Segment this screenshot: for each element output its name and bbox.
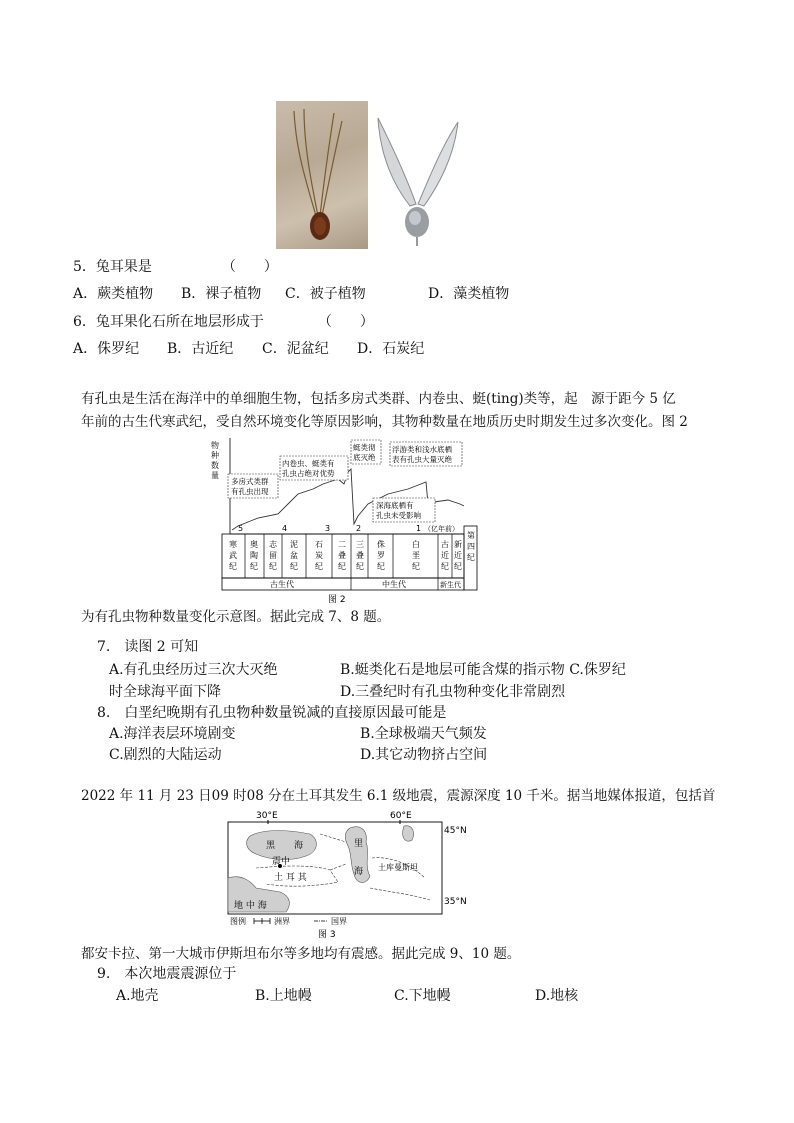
figure-caption: 图 3 <box>318 930 336 940</box>
tick-label: 3 <box>325 524 331 533</box>
ylabel-char: 物 <box>211 441 219 450</box>
tick-label: 4 <box>282 524 288 533</box>
period: 第四纪 <box>467 531 475 562</box>
option[interactable]: A.地壳 <box>116 988 159 1004</box>
period: 二叠纪 <box>338 540 346 571</box>
option[interactable]: A．蕨类植物 <box>73 286 154 302</box>
q9-stem: 9. 本次地震震源位于 <box>97 966 237 982</box>
legend-title: 图例 <box>230 917 246 926</box>
option[interactable]: B.上地幔 <box>255 988 312 1004</box>
annotation: 孔虫未受影响 <box>376 511 421 520</box>
era: 新生代 <box>440 581 461 589</box>
aral-sea <box>403 826 414 842</box>
tick-label: 2 <box>356 524 362 533</box>
longitude-label: 60°E <box>390 811 412 821</box>
period: 寒武纪 <box>229 540 237 571</box>
ylabel-char: 数 <box>211 461 219 470</box>
period: 奥陶纪 <box>250 540 258 571</box>
q7-option-b[interactable]: B.蜓类化石是地层可能含煤的指示物 C.侏罗纪 <box>340 662 626 678</box>
tick-label: 1 <box>416 524 422 533</box>
figure-caption: 图 2 <box>328 595 346 605</box>
legend-continent: 洲界 <box>274 917 290 926</box>
longitude-label: 30°E <box>256 811 278 821</box>
period: 志留纪 <box>269 540 277 571</box>
q7-option-d[interactable]: D.三叠纪时有孔虫物种变化非常剧烈 <box>340 684 566 700</box>
option[interactable]: A.海洋表层环境剧变 <box>109 726 236 742</box>
sea-label: 里 <box>354 839 364 849</box>
q5-answer-paren: （ ） <box>221 259 278 275</box>
period: 新近纪 <box>454 540 462 571</box>
latitude-label: 35°N <box>444 897 467 907</box>
figure-2 <box>208 434 478 606</box>
option[interactable]: D．石炭纪 <box>357 341 425 357</box>
passage-earthquake-line1: 2022 年 11 月 23 日09 时08 分在土耳其发生 6.1 级地震，震源深度 10 千米。据当地媒体报道，包括首 <box>81 788 716 804</box>
figure-3-map <box>220 808 470 940</box>
period: 古近纪 <box>441 540 449 571</box>
country-label: 土库曼斯坦 <box>378 863 418 872</box>
country-label: 土 耳 其 <box>274 873 307 883</box>
option[interactable]: C．泥盆纪 <box>262 341 329 357</box>
q7-option-a[interactable]: A.有孔虫经历过三次大灭绝 <box>109 662 278 678</box>
annotation: 蜓类彻 <box>353 443 376 452</box>
option[interactable]: C．被子植物 <box>285 286 366 302</box>
q6-stem: 6．兔耳果化石所在地层形成于 （ ） <box>73 314 374 330</box>
q8-stem: 8. 白垩纪晚期有孔虫物种数量锐减的直接原因最可能是 <box>97 705 447 721</box>
q6-options <box>73 338 424 358</box>
annotation: 表有孔虫大量灭绝 <box>392 455 452 464</box>
option[interactable]: C.剧烈的大陆运动 <box>109 747 222 763</box>
annotation: 浮游类和浅水底栖 <box>392 445 452 454</box>
annotation: 底灭绝 <box>353 453 376 462</box>
option[interactable]: B．古近纪 <box>167 341 234 357</box>
ylabel-char: 量 <box>211 471 219 480</box>
annotation: 深海底栖有 <box>376 501 414 510</box>
fossil-illustration <box>372 106 462 248</box>
period: 三叠纪 <box>356 540 364 571</box>
sea-label: 黑 <box>266 841 276 851</box>
latitude-label: 45°N <box>444 826 467 836</box>
era: 古生代 <box>270 580 294 589</box>
option[interactable]: B．裸子植物 <box>181 286 262 302</box>
sea-label: 海 <box>294 841 304 851</box>
axis-unit: （亿年前） <box>424 525 459 533</box>
option[interactable]: B.全球极端天气频发 <box>360 726 487 742</box>
era: 中生代 <box>382 580 406 589</box>
passage-foraminifera-line3: 为有孔虫物种数量变化示意图。据此完成 7、8 题。 <box>81 609 391 625</box>
legend-border: 国界 <box>331 917 347 926</box>
option[interactable]: A．侏罗纪 <box>73 341 140 357</box>
ylabel-char: 种 <box>211 451 219 460</box>
period: 白垩纪 <box>412 540 420 571</box>
annotation: 多房式类群 <box>231 477 269 486</box>
option[interactable]: D．藻类植物 <box>428 286 510 302</box>
q5-options <box>73 283 509 303</box>
passage-earthquake-line2: 都安卡拉、第一大城市伊斯坦布尔等多地均有震感。据此完成 9、10 题。 <box>81 946 521 962</box>
tick-label: 5 <box>238 524 244 533</box>
option[interactable]: D.其它动物挤占空间 <box>360 747 488 763</box>
period: 石炭纪 <box>315 540 323 571</box>
fossil-photo <box>276 101 368 249</box>
period: 侏罗纪 <box>377 540 385 571</box>
sea-label: 海 <box>354 867 364 877</box>
q6-answer-paren: （ ） <box>317 314 374 330</box>
annotation: 有孔虫出现 <box>231 487 269 496</box>
epicenter-label: 震中 <box>272 857 291 867</box>
passage-foraminifera-line2: 年前的古生代寒武纪，受自然环境变化等原因影响，其物种数量在地质历史时期发生过多次变化。图 2 <box>81 414 688 430</box>
annotation: 孔虫占绝对优势 <box>282 469 335 478</box>
option[interactable]: D.地核 <box>535 988 579 1004</box>
sea-label: 地 中 海 <box>234 901 267 911</box>
period: 泥盆纪 <box>290 540 298 571</box>
q7-option-c-cont[interactable]: 时全球海平面下降 <box>109 684 221 700</box>
q7-stem: 7. 读图 2 可知 <box>97 639 199 655</box>
option[interactable]: C.下地幔 <box>394 988 451 1004</box>
q5-stem: 5．兔耳果是 （ ） <box>73 259 278 275</box>
passage-foraminifera-line1: 有孔虫是生活在海洋中的单细胞生物，包括多房式类群、内卷虫、蜓(ting)类等，起 源于距今 5 亿 <box>81 391 676 407</box>
annotation: 内卷虫、蜓类有 <box>282 459 335 468</box>
